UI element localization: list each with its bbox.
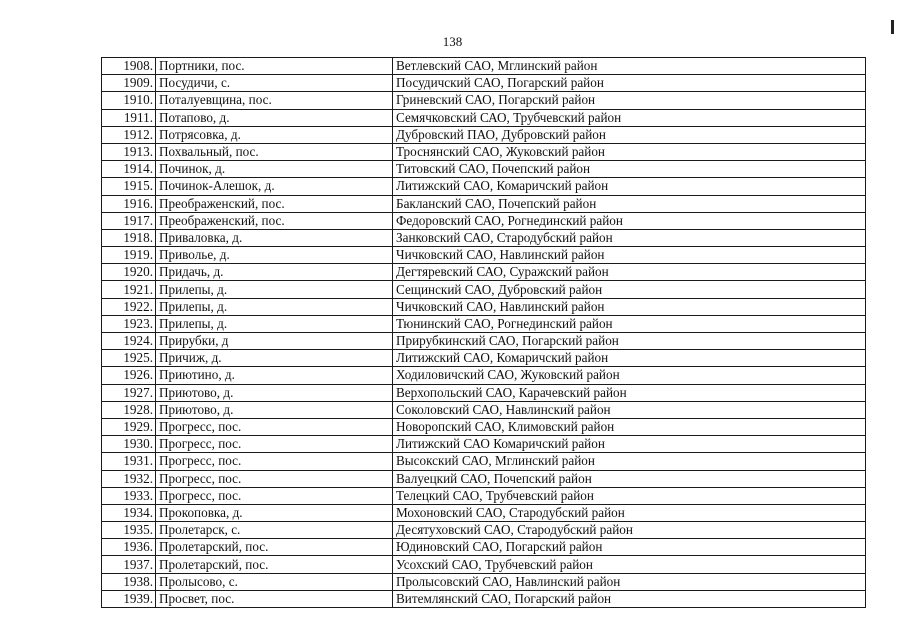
row-number-cell: 1928. (102, 401, 156, 418)
table-row (102, 470, 866, 487)
settlement-name-cell: Придачь, д. (156, 264, 393, 281)
row-number-cell: 1910. (102, 92, 156, 109)
administrative-unit-cell: Посудичский САО, Погарский район (393, 75, 866, 92)
administrative-unit-cell: Федоровский САО, Рогнединский район (393, 212, 866, 229)
settlement-name-cell: Причиж, д. (156, 350, 393, 367)
row-number-cell: 1939. (102, 590, 156, 607)
table-row (102, 418, 866, 435)
administrative-unit-cell: Десятуховский САО, Стародубский район (393, 522, 866, 539)
table-row (102, 573, 866, 590)
row-number-cell: 1925. (102, 350, 156, 367)
row-number-cell: 1923. (102, 315, 156, 332)
settlement-name-cell: Портники, пос. (156, 58, 393, 75)
table-row (102, 126, 866, 143)
administrative-unit-cell: Ветлевский САО, Мглинский район (393, 58, 866, 75)
administrative-unit-cell: Соколовский САО, Навлинский район (393, 401, 866, 418)
administrative-unit-cell: Мохоновский САО, Стародубский район (393, 504, 866, 521)
settlement-name-cell: Прогресс, пос. (156, 470, 393, 487)
administrative-unit-cell: Литижский САО, Комаричский район (393, 350, 866, 367)
table-row (102, 384, 866, 401)
administrative-unit-cell: Усохский САО, Трубчевский район (393, 556, 866, 573)
row-number-cell: 1913. (102, 143, 156, 160)
settlement-name-cell: Пролетарск, с. (156, 522, 393, 539)
row-number-cell: 1926. (102, 367, 156, 384)
row-number-cell: 1908. (102, 58, 156, 75)
table-row (102, 58, 866, 75)
administrative-unit-cell: Пролысовский САО, Навлинский район (393, 573, 866, 590)
table-row (102, 195, 866, 212)
row-number-cell: 1933. (102, 487, 156, 504)
administrative-unit-cell: Прирубкинский САО, Погарский район (393, 333, 866, 350)
administrative-unit-cell: Тюнинский САО, Рогнединский район (393, 315, 866, 332)
settlement-name-cell: Просвет, пос. (156, 590, 393, 607)
administrative-unit-cell: Дегтяревский САО, Суражский район (393, 264, 866, 281)
settlements-table (101, 57, 866, 608)
administrative-unit-cell: Верхопольский САО, Карачевский район (393, 384, 866, 401)
settlement-name-cell: Преображенский, пос. (156, 212, 393, 229)
settlement-name-cell: Поталуевщина, пос. (156, 92, 393, 109)
administrative-unit-cell: Дубровский ПАО, Дубровский район (393, 126, 866, 143)
settlement-name-cell: Приютово, д. (156, 401, 393, 418)
row-number-cell: 1931. (102, 453, 156, 470)
table-row (102, 522, 866, 539)
row-number-cell: 1934. (102, 504, 156, 521)
scan-artifact-mark (891, 20, 894, 34)
administrative-unit-cell: Бакланский САО, Почепский район (393, 195, 866, 212)
row-number-cell: 1915. (102, 178, 156, 195)
table-row (102, 453, 866, 470)
settlement-name-cell: Посудичи, с. (156, 75, 393, 92)
row-number-cell: 1914. (102, 161, 156, 178)
administrative-unit-cell: Витемлянский САО, Погарский район (393, 590, 866, 607)
settlement-name-cell: Починок-Алешок, д. (156, 178, 393, 195)
table-row (102, 229, 866, 246)
table-row (102, 590, 866, 607)
settlement-name-cell: Прилепы, д. (156, 298, 393, 315)
administrative-unit-cell: Ходиловичский САО, Жуковский район (393, 367, 866, 384)
table-row (102, 436, 866, 453)
settlement-name-cell: Преображенский, пос. (156, 195, 393, 212)
settlement-name-cell: Похвальный, пос. (156, 143, 393, 160)
administrative-unit-cell: Титовский САО, Почепский район (393, 161, 866, 178)
settlement-name-cell: Пролетарский, пос. (156, 539, 393, 556)
administrative-unit-cell: Чичковский САО, Навлинский район (393, 247, 866, 264)
settlement-name-cell: Прогресс, пос. (156, 453, 393, 470)
administrative-unit-cell: Троснянский САО, Жуковский район (393, 143, 866, 160)
table-row (102, 212, 866, 229)
settlement-name-cell: Прогресс, пос. (156, 436, 393, 453)
table-row (102, 539, 866, 556)
administrative-unit-cell: Телецкий САО, Трубчевский район (393, 487, 866, 504)
table-row (102, 161, 866, 178)
table-row (102, 487, 866, 504)
settlement-name-cell: Приваловка, д. (156, 229, 393, 246)
row-number-cell: 1932. (102, 470, 156, 487)
settlement-name-cell: Пролысово, с. (156, 573, 393, 590)
administrative-unit-cell: Юдиновский САО, Погарский район (393, 539, 866, 556)
table-row (102, 264, 866, 281)
table-row (102, 247, 866, 264)
settlement-name-cell: Починок, д. (156, 161, 393, 178)
administrative-unit-cell: Гриневский САО, Погарский район (393, 92, 866, 109)
administrative-unit-cell: Семячковский САО, Трубчевский район (393, 109, 866, 126)
table-row (102, 350, 866, 367)
settlement-name-cell: Прирубки, д (156, 333, 393, 350)
table-row (102, 298, 866, 315)
row-number-cell: 1924. (102, 333, 156, 350)
settlement-name-cell: Приютино, д. (156, 367, 393, 384)
row-number-cell: 1935. (102, 522, 156, 539)
row-number-cell: 1919. (102, 247, 156, 264)
administrative-unit-cell: Валуецкий САО, Почепский район (393, 470, 866, 487)
row-number-cell: 1938. (102, 573, 156, 590)
administrative-unit-cell: Литижский САО, Комаричский район (393, 178, 866, 195)
row-number-cell: 1909. (102, 75, 156, 92)
page-number: 138 (442, 34, 463, 49)
row-number-cell: 1930. (102, 436, 156, 453)
table-row (102, 92, 866, 109)
row-number-cell: 1921. (102, 281, 156, 298)
row-number-cell: 1927. (102, 384, 156, 401)
row-number-cell: 1911. (102, 109, 156, 126)
settlements-table-body (102, 58, 866, 608)
table-row (102, 556, 866, 573)
settlement-name-cell: Пролетарский, пос. (156, 556, 393, 573)
row-number-cell: 1922. (102, 298, 156, 315)
row-number-cell: 1937. (102, 556, 156, 573)
settlement-name-cell: Прилепы, д. (156, 281, 393, 298)
table-row (102, 281, 866, 298)
settlement-name-cell: Прогресс, пос. (156, 418, 393, 435)
settlement-name-cell: Потапово, д. (156, 109, 393, 126)
settlement-name-cell: Прогресс, пос. (156, 487, 393, 504)
table-row (102, 75, 866, 92)
row-number-cell: 1918. (102, 229, 156, 246)
table-row (102, 178, 866, 195)
settlement-name-cell: Потрясовка, д. (156, 126, 393, 143)
row-number-cell: 1917. (102, 212, 156, 229)
administrative-unit-cell: Литижский САО Комаричский район (393, 436, 866, 453)
settlement-name-cell: Приволье, д. (156, 247, 393, 264)
row-number-cell: 1920. (102, 264, 156, 281)
row-number-cell: 1912. (102, 126, 156, 143)
row-number-cell: 1929. (102, 418, 156, 435)
administrative-unit-cell: Новоропский САО, Климовский район (393, 418, 866, 435)
row-number-cell: 1916. (102, 195, 156, 212)
table-row (102, 367, 866, 384)
table-row (102, 315, 866, 332)
row-number-cell: 1936. (102, 539, 156, 556)
table-row (102, 333, 866, 350)
table-row (102, 143, 866, 160)
settlement-name-cell: Прокоповка, д. (156, 504, 393, 521)
table-row (102, 504, 866, 521)
administrative-unit-cell: Чичковский САО, Навлинский район (393, 298, 866, 315)
table-row (102, 109, 866, 126)
settlement-name-cell: Прилепы, д. (156, 315, 393, 332)
administrative-unit-cell: Занковский САО, Стародубский район (393, 229, 866, 246)
administrative-unit-cell: Сещинский САО, Дубровский район (393, 281, 866, 298)
table-row (102, 401, 866, 418)
administrative-unit-cell: Высокский САО, Мглинский район (393, 453, 866, 470)
settlement-name-cell: Приютово, д. (156, 384, 393, 401)
